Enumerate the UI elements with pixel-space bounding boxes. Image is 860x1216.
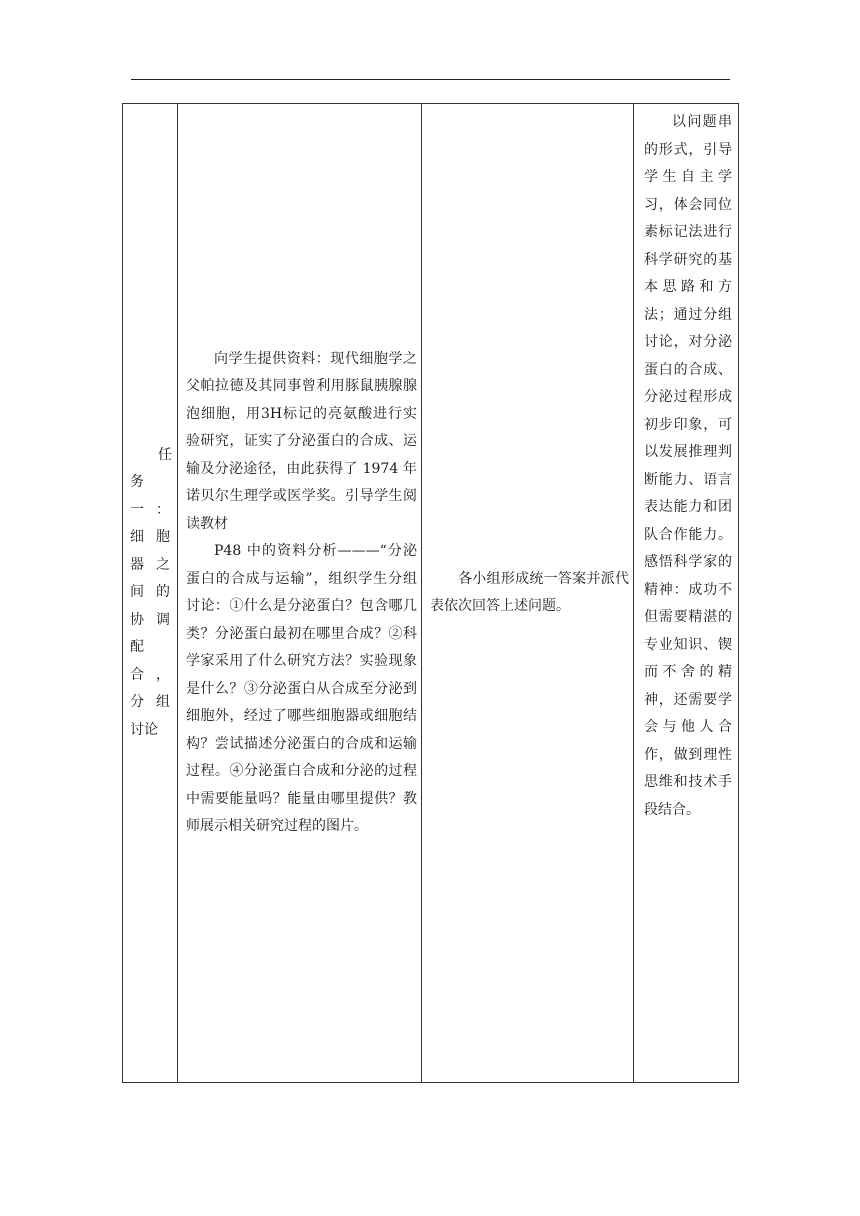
design-intent-text: 以问题串的形式，引导学生自主学习，体会同位素标记法进行科学研究的基本思路和方法；通过分组讨论，对分泌蛋白的合成、分泌过程形成初步印象，可以发展推理判断能力、语言表达能力和团队合作能力。感悟科学家的精神：成功不但需要精湛的专业知识、锲而不舍的精神，还需要学会与他人合作，做到理性思维和技术手段结合。 bbox=[644, 114, 732, 818]
task-cell bbox=[123, 104, 178, 1083]
table-row bbox=[123, 104, 739, 1083]
lesson-plan-table bbox=[122, 103, 739, 1083]
teacher-activity-paragraph-2: P48 中的资料分析———“分泌蛋白的合成与运输”，组织学生分组讨论：①什么是分泌蛋白？包含哪几类？分泌蛋白最初在哪里合成？②科学家采用了什么研究方法？实验现象是什么？③分泌蛋白从合成至分泌到细胞外，经过了哪些细胞器或细胞结构？尝试描述分泌蛋白的合成和运输过程。④分泌蛋白合成和分泌的过程中需要能量吗？能量由哪里提供？教师展示相关研究过程的图片。 bbox=[186, 543, 417, 834]
student-activity-text: 各小组形成统一答案并派代表依次回答上述问题。 bbox=[430, 570, 629, 614]
header-rule bbox=[131, 79, 730, 80]
student-activity-cell bbox=[422, 104, 634, 1083]
teacher-activity-paragraph-1: 向学生提供资料：现代细胞学之父帕拉德及其同事曾利用豚鼠胰腺腺泡细胞，用3H标记的亮氨酸进行实验研究，证实了分泌蛋白的合成、运输及分泌途径，由此获得了 1974 年诺贝尔生理学或医学奖。引导学生阅读教材 bbox=[186, 350, 417, 532]
task-label: 任务一：细胞器之间的协调配合，分组讨论 bbox=[130, 446, 172, 738]
teacher-activity-cell bbox=[178, 104, 422, 1083]
design-intent-cell bbox=[634, 104, 739, 1083]
